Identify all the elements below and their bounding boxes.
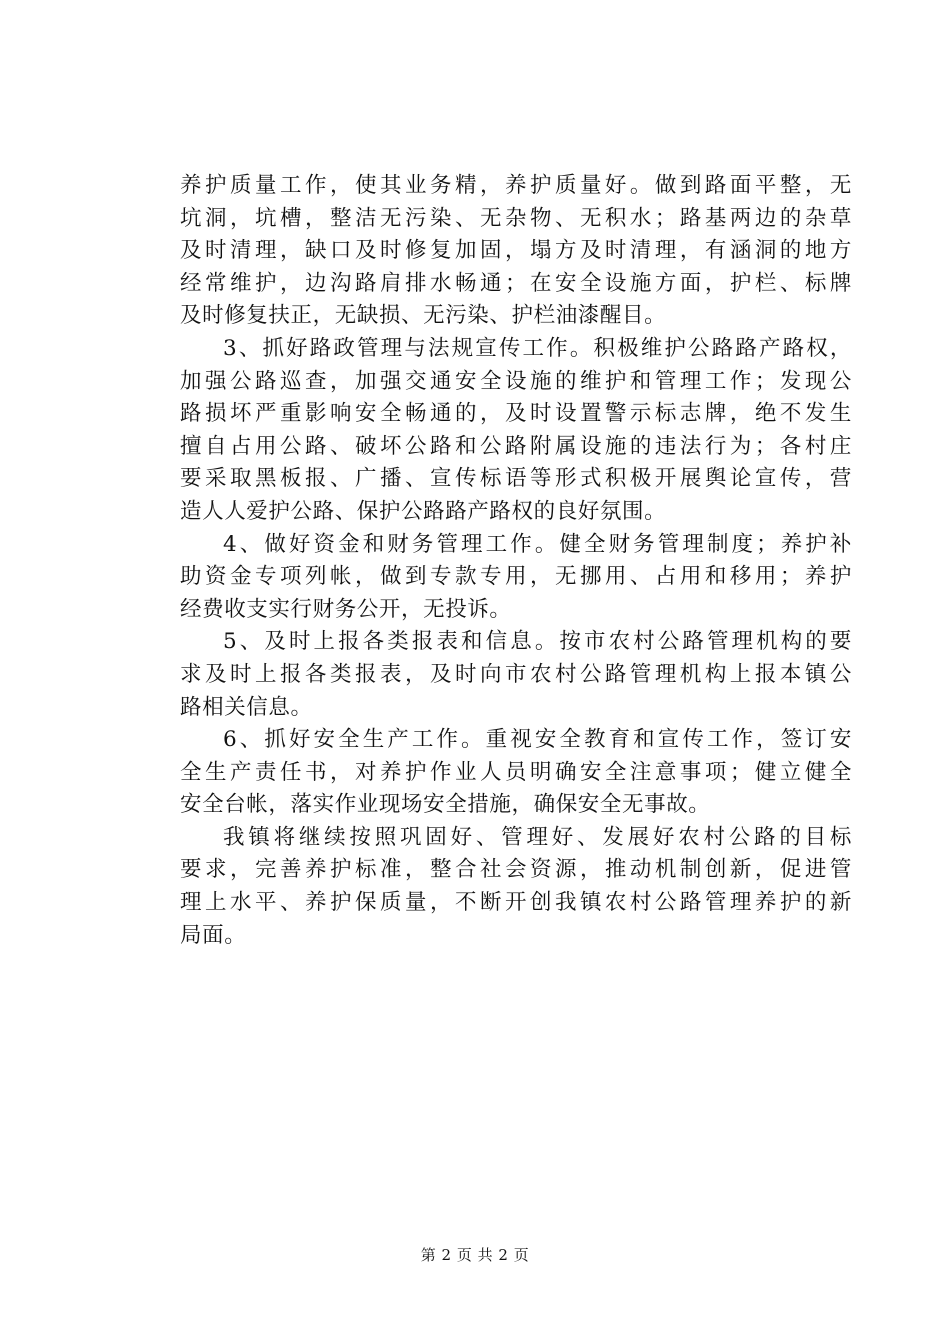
- text-line: 全生产责任书，对养护作业人员明确安全注意事项；健立健全: [180, 759, 852, 785]
- text-line: 局面。: [180, 922, 247, 948]
- text-line: 经常维护，边沟路肩排水畅通；在安全设施方面，护栏、标牌: [180, 270, 852, 296]
- text-line: 求及时上报各类报表，及时向市农村公路管理机构上报本镇公: [180, 661, 852, 687]
- text-line: 坑洞，坑槽，整洁无污染、无杂物、无积水；路基两边的杂草: [180, 205, 852, 231]
- text-line: 6、抓好安全生产工作。重视安全教育和宣传工作，签订安: [223, 727, 852, 753]
- text-line: 3、抓好路政管理与法规宣传工作。积极维护公路路产路权，: [223, 335, 852, 361]
- text-line: 及时修复扶正，无缺损、无污染、护栏油漆醒目。: [180, 303, 667, 329]
- text-line: 我镇将继续按照巩固好、管理好、发展好农村公路的目标: [223, 824, 852, 850]
- text-line: 路相关信息。: [180, 694, 313, 720]
- text-line: 擅自占用公路、破坏公路和公路附属设施的违法行为；各村庄: [180, 433, 852, 459]
- text-line: 养护质量工作，使其业务精，养护质量好。做到路面平整，无: [180, 173, 852, 198]
- body-text: [180, 170, 852, 952]
- text-line: 5、及时上报各类报表和信息。按市农村公路管理机构的要: [223, 629, 852, 655]
- text-line: 加强公路巡查，加强交通安全设施的维护和管理工作；发现公: [180, 368, 852, 394]
- text-line: 要求，完善养护标准，整合社会资源，推动机制创新，促进管: [180, 857, 852, 883]
- text-line: 经费收支实行财务公开，无投诉。: [180, 596, 512, 622]
- text-line: 及时清理，缺口及时修复加固，塌方及时清理，有涵洞的地方: [180, 238, 852, 264]
- text-line: 路损坏严重影响安全畅通的，及时设置警示标志牌，绝不发生: [180, 401, 852, 427]
- text-line: 要采取黑板报、广播、宣传标语等形式积极开展舆论宣传，营: [180, 466, 852, 492]
- text-line: 助资金专项列帐，做到专款专用，无挪用、占用和移用；养护: [180, 564, 852, 590]
- text-line: 4、做好资金和财务管理工作。健全财务管理制度；养护补: [223, 531, 852, 557]
- text-line: 造人人爱护公路、保护公路路产路权的良好氛围。: [180, 498, 667, 524]
- page-footer: 第 2 页 共 2 页: [420, 1246, 530, 1264]
- text-line: 理上水平、养护保质量，不断开创我镇农村公路管理养护的新: [180, 890, 852, 916]
- text-line: 安全台帐，落实作业现场安全措施，确保安全无事故。: [180, 792, 711, 818]
